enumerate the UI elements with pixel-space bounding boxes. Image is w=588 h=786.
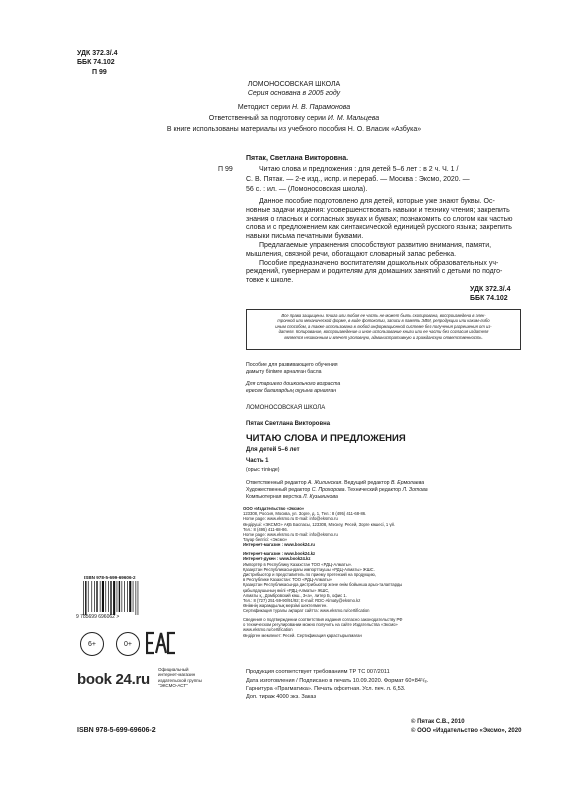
- eac-logo-icon: [146, 631, 176, 655]
- footer-isbn: ISBN 978-5-699-69606-2: [77, 727, 156, 734]
- purpose-kz: дамыту білімге арналған басла: [246, 369, 322, 375]
- publisher-line: Өндірген мемлекет: Ресей. Сертификация қарастырылмаған: [243, 632, 362, 638]
- rights-notice: Все права защищены. Книга или любая ее часть не может быть скопирована, воспроизведена в элек- тронной или механической форме, в виде фотокопии, записи в память ЭВМ, репродукции или каким-либо иным способом, а также использована в любой информационной системе без получения разрешения от из- дателя. Копирование, воспроизведение и иное использование книги или ее части без согласия издателя является незаконным и влечет уголовную, административную и гражданскую ответственность.: [246, 309, 521, 350]
- barcode-bar: [108, 581, 109, 612]
- publisher-line: Қазақстан Республикасындағы импорттаушы «РДЦ-Алматы» ЖШС.: [243, 566, 375, 572]
- publisher-line: Алматы қ., Домбровский көш., 3«а», литер Б, офис 1.: [243, 592, 347, 598]
- age-mark-0plus: 0+: [116, 632, 140, 656]
- book24-logo: book 24.ru: [77, 671, 150, 688]
- publisher-line: Интернет-дүкен : www.book24.kz: [243, 556, 311, 562]
- barcode: [75, 575, 145, 622]
- copyright-publisher: © ООО «Издательство «Эксмо», 2020: [411, 728, 522, 734]
- publisher-line: Импортёр в Республику Казахстан ТОО «РДЦ-Алматы».: [243, 561, 353, 567]
- udk-code-2: УДК 372.3/.4: [470, 286, 511, 293]
- publisher-line: о техническом регулировании можно получить на сайте Издательства «Эксмо»: [243, 622, 398, 628]
- barcode-bar: [117, 581, 118, 612]
- publisher-line: Сведения о подтверждении соответствия издания согласно законодательству РФ: [243, 617, 403, 623]
- publisher-line: ООО «Издательство «Эксмо»: [243, 506, 305, 511]
- barcode-bar: [88, 581, 89, 612]
- series-materials: В книге использованы материалы из учебного пособия Н. О. Власик «Азбука»: [166, 126, 422, 133]
- production-line-2: Гарнитура «Прагматика». Печать офсетная. Усл. печ. л. 6,53.: [246, 686, 406, 692]
- barcode-isbn: ISBN 978-5-699-69606-2: [84, 575, 136, 580]
- publisher-line: Интернет-магазин : www.book24.kz: [243, 551, 316, 557]
- publisher-line: Home page: www.eksmo.ru E-mail: info@eksmo.ru: [243, 516, 338, 522]
- bib-author: Пятак, Светлана Викторовна.: [246, 155, 349, 162]
- barcode-bar: [105, 581, 106, 612]
- barcode-bar: [96, 581, 97, 612]
- barcode-bar: [136, 581, 137, 615]
- series-name-repeat: ЛОМОНОСОВСКАЯ ШКОЛА: [246, 405, 326, 411]
- barcode-bar: [102, 581, 104, 612]
- barcode-bar: [113, 581, 115, 615]
- production-line-3: Доп. тираж 4000 экз. Заказ: [246, 694, 317, 700]
- series-name: ЛОМОНОСОВСКАЯ ШКОЛА: [247, 81, 341, 88]
- production-line-1: Дата изготовления / Подписано в печать 10.09.2020. Формат 60×84¹/₈.: [246, 678, 429, 684]
- book-language: (орыс тілінде): [246, 467, 280, 473]
- barcode-bars: [83, 581, 145, 615]
- book-title: ЧИТАЮ СЛОВА И ПРЕДЛОЖЕНИЯ: [246, 433, 406, 444]
- barcode-digits: 9 785699 696062 >: [76, 614, 120, 620]
- barcode-bar: [138, 581, 139, 615]
- bib-code: П 99: [218, 166, 233, 173]
- publisher-line: Сертификация туралы ақпарат сайтта: www.eksmo.ru/certification: [243, 608, 370, 614]
- barcode-bar: [85, 581, 86, 615]
- publisher-line: Тел.: 8 (495) 411-68-86.: [243, 526, 288, 532]
- bbk-code: ББК 74.102: [77, 59, 115, 66]
- publisher-line: Home page: www.eksmo.ru E-mail: info@eksmo.ru: [243, 532, 338, 538]
- copyright-author: © Пятак С.В., 2010: [411, 719, 465, 725]
- publisher-details: [243, 506, 423, 638]
- barcode-bar: [91, 581, 92, 612]
- series-founded: Серия основана в 2005 году: [247, 90, 341, 97]
- barcode-bar: [122, 581, 123, 612]
- book-age: Для детей 5–6 лет: [246, 447, 300, 453]
- barcode-bar: [110, 581, 111, 615]
- udk-code: УДК 372.3/.4: [77, 50, 118, 57]
- bbk-code-2: ББК 74.102: [470, 295, 508, 302]
- purpose-ru: Пособие для развивающего обучения: [246, 362, 338, 368]
- series-responsible: Ответственный за подготовку серии И. М. Мальцева: [208, 115, 380, 122]
- barcode-bar: [94, 581, 95, 612]
- bib-description: Читаю слова и предложения : для детей 5–6 лет : в 2 ч. Ч. 1 / С. В. Пятак. — 2-е изд., испр. и перераб. — Москва : Эксмо, 2020. — 56 с. : ил. — (Ломоносовская школа).: [246, 166, 470, 193]
- publisher-line: Өндіруші: «ЭКСМО» АҚБ Баспасы, 123308, Мәскеу, Ресей, Зорге көшесі, 1 үй.: [243, 521, 396, 527]
- editors-line-1: Ответственный редактор А. Жилинская. Ведущий редактор В. Ермолаева: [246, 480, 425, 486]
- barcode-bar: [100, 581, 101, 612]
- series-methodist: Методист серии Н. В. Парамонова: [237, 104, 351, 111]
- book-part: Часть 1: [246, 458, 269, 464]
- eac-mark: [146, 631, 176, 660]
- publisher-line: Тел.: 8 (727) 251-59-90/91/92; E-mail: RDC-Almaty@eksmo.kz: [243, 597, 361, 603]
- age-ru: Для старшего дошкольного возраста: [246, 381, 341, 387]
- publisher-line: қабылдаушының өкілі «РДЦ-Алматы» ЖШС,: [243, 587, 330, 593]
- production-standard: Продукция соответствует требованиям ТР ТС 007/2011: [246, 669, 390, 675]
- age-mark-6plus: 6+: [80, 632, 104, 656]
- editors-line-2: Художественный редактор С. Прохорова. Технический редактор Л. Зотова: [246, 487, 428, 493]
- barcode-bar: [124, 581, 125, 612]
- publisher-line: Қазақстан Республикасында дистрибьютор және өнім бойынша арыз-талаптарды: [243, 582, 403, 588]
- age-kz: ересек балалардың оқуына арналған: [246, 388, 337, 394]
- publisher-line: Тауар белгісі: «Эксмо»: [243, 537, 288, 543]
- author-repeat: Пятак Светлана Викторовна: [246, 421, 331, 427]
- barcode-bar: [127, 581, 128, 612]
- book24-caption: Официальный интернет-магазин издательской группы "ЭКСМО-АСТ": [158, 667, 202, 689]
- barcode-bar: [119, 581, 120, 612]
- publisher-line: Дистрибьютор и представитель по приему претензий на продукцию,: [243, 571, 376, 577]
- barcode-bar: [129, 581, 131, 612]
- publisher-line: Интернет-магазин : www.book24.ru: [243, 542, 315, 548]
- barcode-bar: [83, 581, 84, 615]
- publisher-line: www.eksmo.ru/certification: [243, 627, 293, 633]
- author-sign: П 99: [92, 69, 107, 76]
- publisher-line: Өнімнің жарамдылық мерзімі шектелмеген.: [243, 603, 328, 609]
- publisher-line: в Республике Казахстан: ТОО «РДЦ-Алматы»: [243, 577, 332, 583]
- annotation: Данное пособие подготовлено для детей, которые уже знают буквы. Ос- новные задачи издания: усовершенствовать навыки и технику чтения; закрепить знания о гласных и согласных звуках и буквах; познакомить со слогом как частью слова и с предложением как синтаксической единицей русского языка; закрепить навыки письма печатными буквами. Предлагаемые упражнения способствуют развитию внимания, памяти, мышления, связной речи, обогащают словарный запас ребенка. Пособие предназначено воспитателям дошкольных образовательных уч- реждений, гувернерам и родителям для домашних занятий с детьми по подго- товке к школе.: [246, 198, 513, 285]
- barcode-bar: [133, 581, 134, 612]
- editors-line-3: Компьютерная верстка Л. Кузьминова: [246, 494, 338, 500]
- publisher-line: 123308, Россия, Москва, ул. Зорге, д. 1, Тел.: 8 (495) 411-68-86.: [243, 511, 367, 517]
